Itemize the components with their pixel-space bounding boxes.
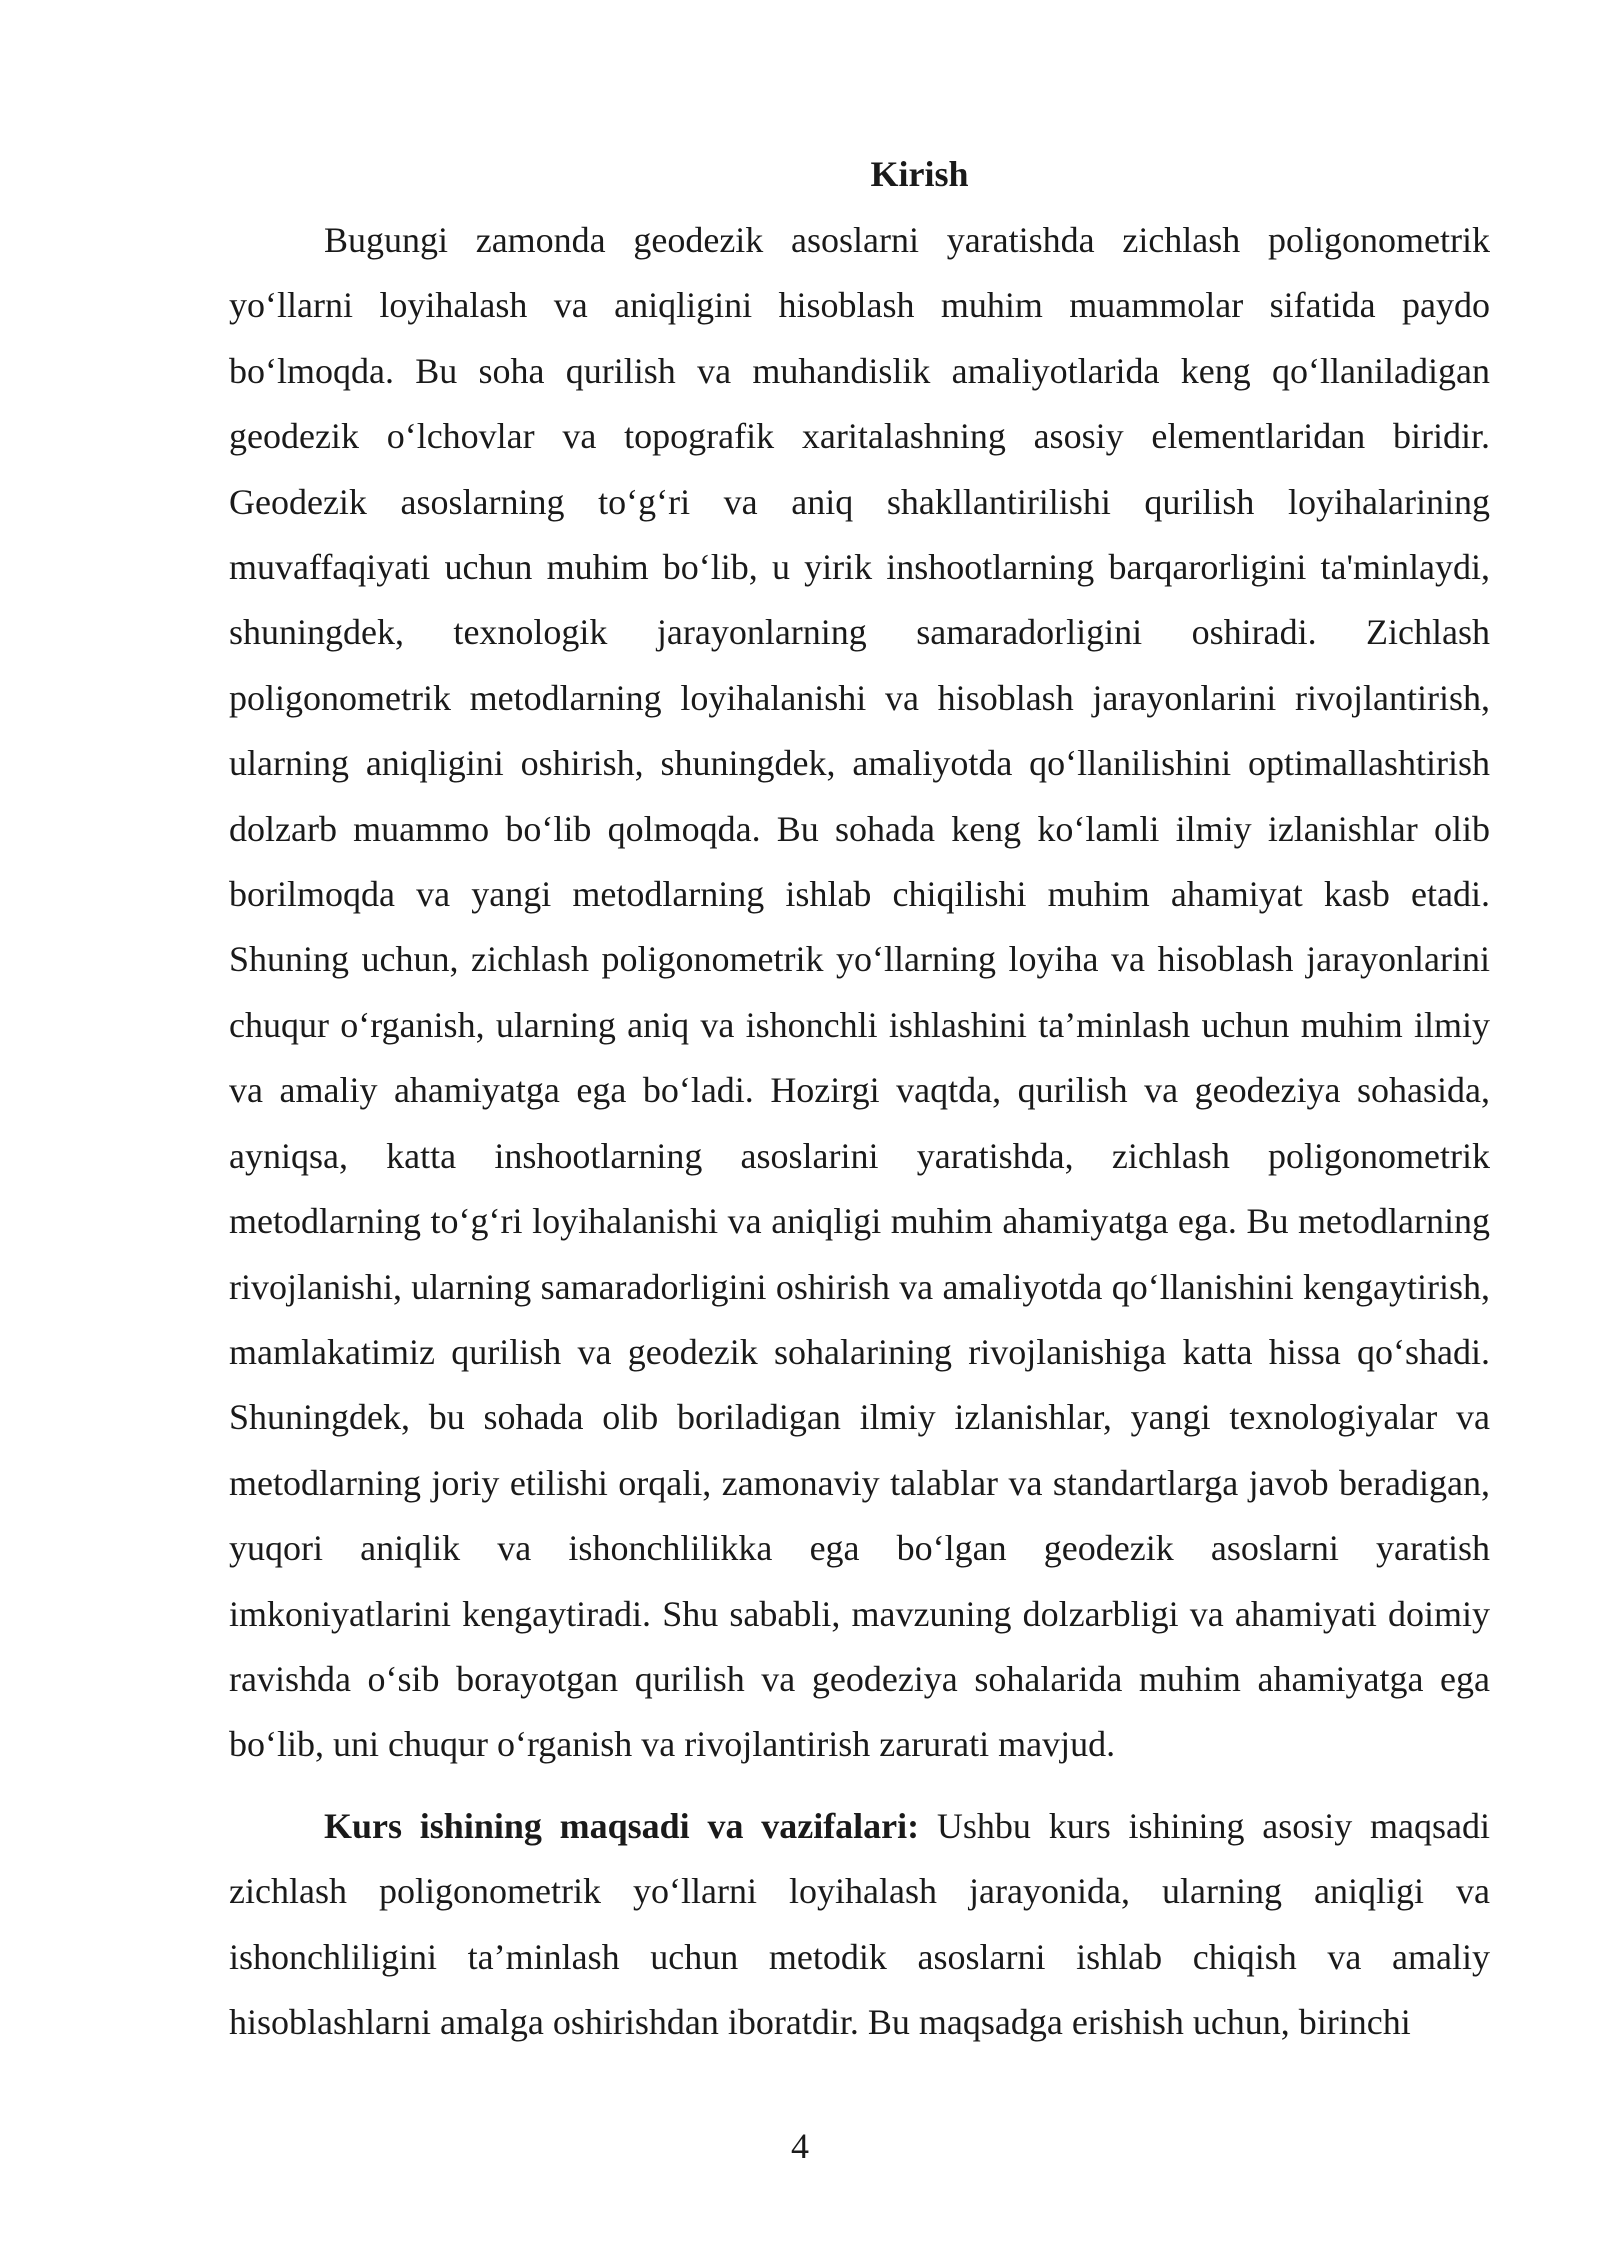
body-paragraph: Bugungi zamonda geodezik asoslarni yaratishda zichlash poligonometrik yo‘llarni loyihalash va aniqligini hisoblash muhim muammolar sifatida paydo bo‘lmoqda. Bu soha qurilish va muhandislik amaliyotlarida keng qo‘llaniladigan geodezik o‘lchovlar va topografik xaritalashning asosiy elementlaridan biridir. Geodezik asoslarning to‘g‘ri va aniq shakllantirilishi qurilish loyihalarining muvaffaqiyati uchun muhim bo‘lib, u yirik inshootlarning barqarorligini ta'minlaydi, shuningdek, texnologik jarayonlarning samaradorligini oshiradi. Zichlash poligonometrik metodlarning loyihalanishi va hisoblash jarayonlarini rivojlantirish, ularning aniqligini oshirish, shuningdek, amaliyotda qo‘llanilishini optimallashtirish dolzarb muammo bo‘lib qolmoqda. Bu sohada keng ko‘lamli ilmiy izlanishlar olib borilmoqda va yangi metodlarning ishlab chiqilishi muhim ahamiyat kasb etadi. Shuning uchun, zichlash poligonometrik yo‘llarning loyiha va hisoblash jarayonlarini chuqur o‘rganish, ularning aniq va ishonchli ishlashini ta’minlash uchun muhim ilmiy va amaliy ahamiyatga ega bo‘ladi. Hozirgi vaqtda, qurilish va geodeziya sohasida, ayniqsa, katta inshootlarning asoslarini yaratishda, zichlash poligonometrik metodlarning to‘g‘ri loyihalanishi va aniqligi muhim ahamiyatga ega. Bu metodlarning rivojlanishi, ularning samaradorligini oshirish va amaliyotda qo‘llanishini kengaytirish, mamlakatimiz qurilish va geodezik sohalarining rivojlanishiga katta hissa qo‘shadi. Shuningdek, bu sohada olib boriladigan ilmiy izlanishlar, yangi texnologiyalar va metodlarning joriy etilishi orqali, zamonaviy talablar va standartlarga javob beradigan, yuqori aniqlik va ishonchlilikka ega bo‘lgan geodezik asoslarni yaratish imkoniyatlarini kengaytiradi. Shu sababli, mavzuning dolzarbligi va ahamiyati doimiy ravishda o‘sib borayotgan qurilish va geodeziya sohalarida muhim ahamiyatga ega bo‘lib, uni chuqur o‘rganish va rivojlantirish zarurati mavjud. xyxy=(229,220,1490,1765)
section-title: Kirish xyxy=(870,154,969,194)
paragraph-text: Ushbu kurs ishining asosiy maqsadi zichlash poligonometrik yo‘llarni loyihalash jarayonida, ularning aniqligi va ishonchliligini ta’minlash uchun metodik asoslarni ishlab chiqish va amaliy hisoblashlarni amalga oshirishdan iboratdir. Bu maqsadga erishish uchun, birinchi xyxy=(229,1805,1490,2042)
page-number: 4 xyxy=(791,2126,809,2166)
paragraph-lead-heading: Kurs ishining maqsadi va vazifalari: xyxy=(324,1805,920,1846)
body-paragraph xyxy=(229,1794,1490,2056)
document-page xyxy=(229,140,1490,2055)
